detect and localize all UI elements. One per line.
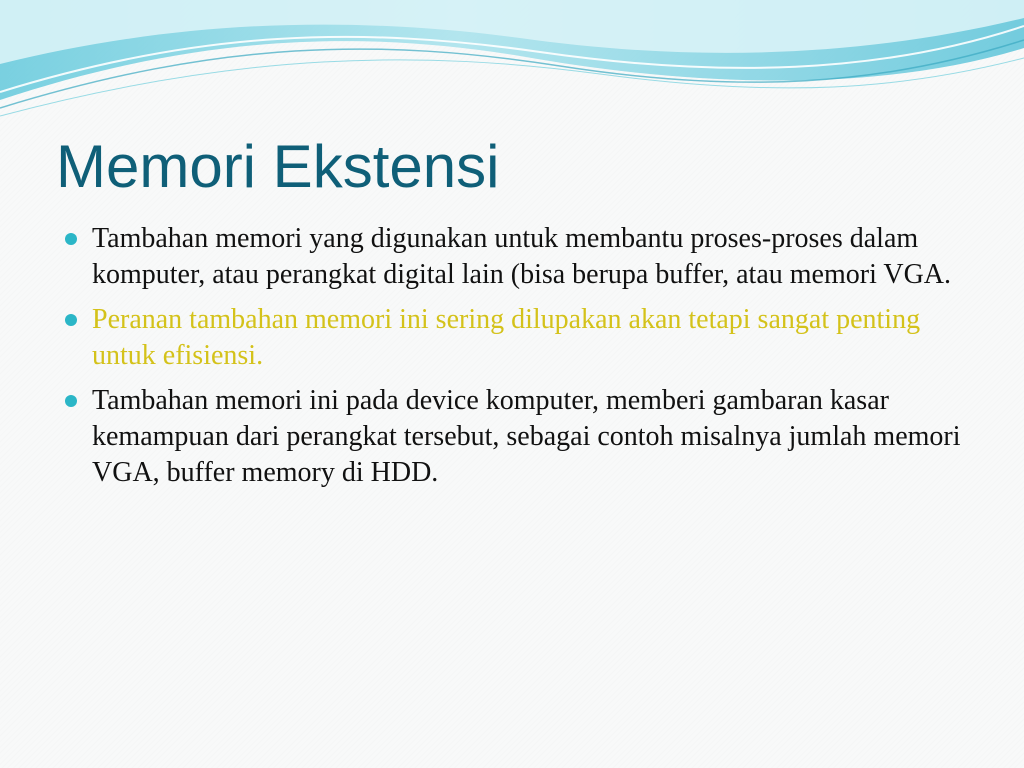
bullet-text-3: Tambahan memori ini pada device komputer, memberi gambaran kasar kemampuan dari perangkat tersebut, sebagai contoh misalnya jumlah memori VGA, buffer memory di HDD. <box>92 385 961 488</box>
bullet-item-3 <box>62 383 962 491</box>
wave-decoration <box>0 0 1024 120</box>
bullet-item-2 <box>62 302 962 374</box>
bullet-dot-icon <box>65 395 77 407</box>
bullet-dot-icon <box>65 233 77 245</box>
bullet-dot-icon <box>65 314 77 326</box>
bullet-item-1 <box>62 221 962 293</box>
bullet-list <box>62 221 962 500</box>
bullet-text-1: Tambahan memori yang digunakan untuk membantu proses-proses dalam komputer, atau perangkat digital lain (bisa berupa buffer, atau memori VGA. <box>92 223 952 290</box>
slide-title: Memori Ekstensi <box>56 133 500 200</box>
bullet-text-2: Peranan tambahan memori ini sering dilupakan akan tetapi sangat penting untuk efisiensi. <box>92 304 921 371</box>
